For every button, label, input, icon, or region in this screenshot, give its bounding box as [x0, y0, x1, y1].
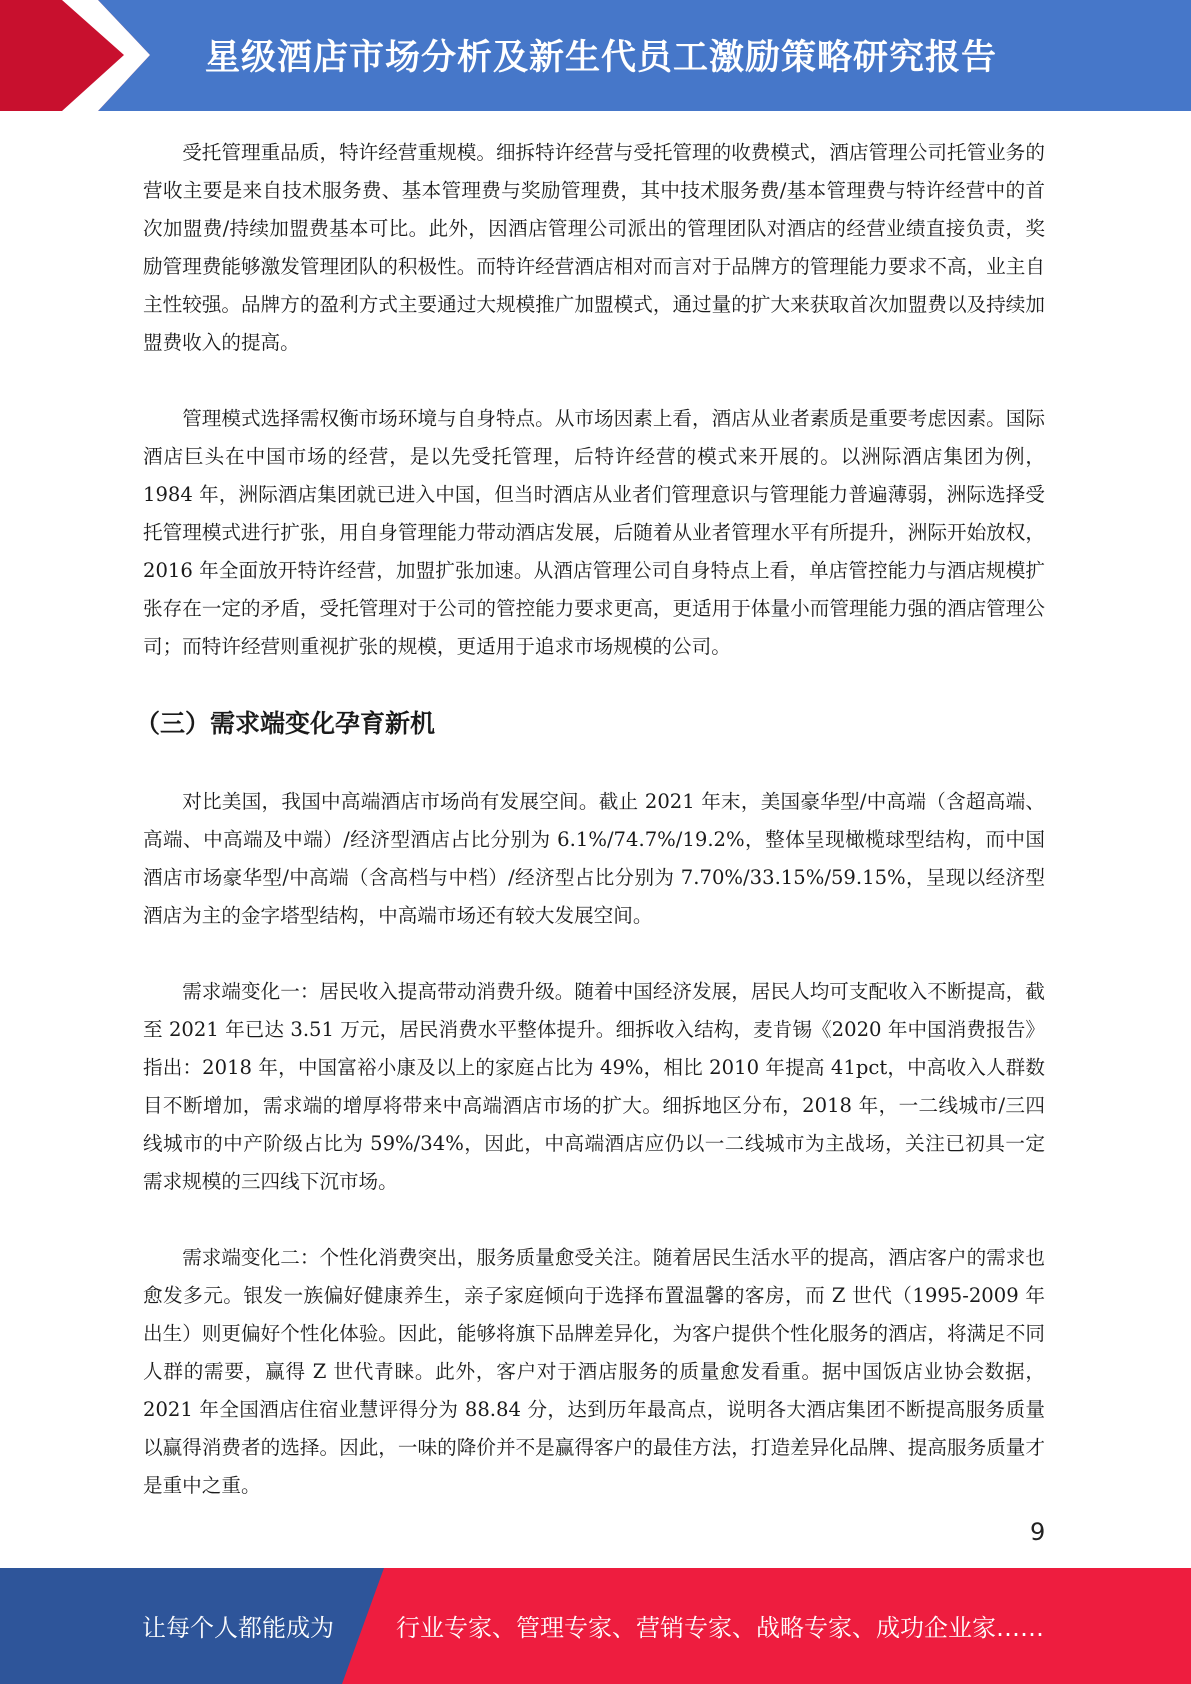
page-number: 9 — [1030, 1518, 1046, 1546]
page-footer — [0, 1568, 1191, 1684]
paragraph: 需求端变化二：个性化消费突出，服务质量愈受关注。随着居民生活水平的提高，酒店客户的需求也愈发多元。银发一族偏好健康养生，亲子家庭倾向于选择布置温馨的客房，而 Z 世代（1995-2009 年出生）则更偏好个性化体验。因此，能够将旗下品牌差异化，为客户提供个性化服务的酒店，将满足不同人群的需要，赢得 Z 世代青睐。此外，客户对于酒店服务的质量愈发看重。据中国饭店业协会数据，2021 年全国酒店住宿业慧评得分为 88.84 分，达到历年最高点，说明各大酒店集团不断提高服务质量以赢得消费者的选择。因此，一味的降价并不是赢得客户的最佳方法，打造差异化品牌、提高服务质量才是重中之重。 — [143, 1246, 1045, 1497]
header-arrow-decoration — [0, 0, 160, 111]
page-header — [0, 0, 1191, 111]
paragraph: 需求端变化一：居民收入提高带动消费升级。随着中国经济发展，居民人均可支配收入不断提高，截至 2021 年已达 3.51 万元，居民消费水平整体提升。细拆收入结构，麦肯锡《2020 年中国消费报告》指出：2018 年，中国富裕小康及以上的家庭占比为 49%，相比 2010 年提高 41pct，中高收入人群数目不断增加，需求端的增厚将带来中高端酒店市场的扩大。细拆地区分布，2018 年，一二线城市/三四线城市的中产阶级占比为 59%/34%，因此，中高端酒店应仍以一二线城市为主战场，关注已初具一定需求规模的三四线下沉市场。 — [143, 980, 1045, 1193]
main-content — [135, 134, 1045, 1505]
paragraph: 受托管理重品质，特许经营重规模。细拆特许经营与受托管理的收费模式，酒店管理公司托管业务的营收主要是来自技术服务费、基本管理费与奖励管理费，其中技术服务费/基本管理费与特许经营中的首次加盟费/持续加盟费基本可比。此外，因酒店管理公司派出的管理团队对酒店的经营业绩直接负责，奖励管理费能够激发管理团队的积极性。而特许经营酒店相对而言对于品牌方的管理能力要求不高，业主自主性较强。品牌方的盈利方式主要通过大规模推广加盟模式，通过量的扩大来获取首次加盟费以及持续加盟费收入的提高。 — [143, 141, 1045, 354]
footer-slogan-right: 行业专家、管理专家、营销专家、战略专家、成功企业家…… — [396, 1614, 1044, 1642]
footer-slogan-left: 让每个人都能成为 — [142, 1614, 334, 1642]
report-title: 星级酒店市场分析及新生代员工激励策略研究报告 — [205, 38, 998, 78]
paragraph: 管理模式选择需权衡市场环境与自身特点。从市场因素上看，酒店从业者素质是重要考虑因素。国际酒店巨头在中国市场的经营，是以先受托管理，后特许经营的模式来开展的。以洲际酒店集团为例，1984 年，洲际酒店集团就已进入中国，但当时酒店从业者们管理意识与管理能力普遍薄弱，洲际选择受托管理模式进行扩张，用自身管理能力带动酒店发展，后随着从业者管理水平有所提升，洲际开始放权，2016 年全面放开特许经营，加盟扩张加速。从酒店管理公司自身特点上看，单店管控能力与酒店规模扩张存在一定的矛盾，受托管理对于公司的管控能力要求更高，更适用于体量小而管理能力强的酒店管理公司；而特许经营则重视扩张的规模，更适用于追求市场规模的公司。 — [143, 407, 1045, 658]
paragraph: 对比美国，我国中高端酒店市场尚有发展空间。截止 2021 年末，美国豪华型/中高端（含超高端、高端、中高端及中端）/经济型酒店占比分别为 6.1%/74.7%/19.2%，整体呈现橄榄球型结构，而中国酒店市场豪华型/中高端（含高档与中档）/经济型占比分别为 7.70%/33.15%/59.15%，呈现以经济型酒店为主的金字塔型结构，中高端市场还有较大发展空间。 — [143, 790, 1045, 927]
section-heading: （三）需求端变化孕育新机 — [135, 709, 436, 738]
